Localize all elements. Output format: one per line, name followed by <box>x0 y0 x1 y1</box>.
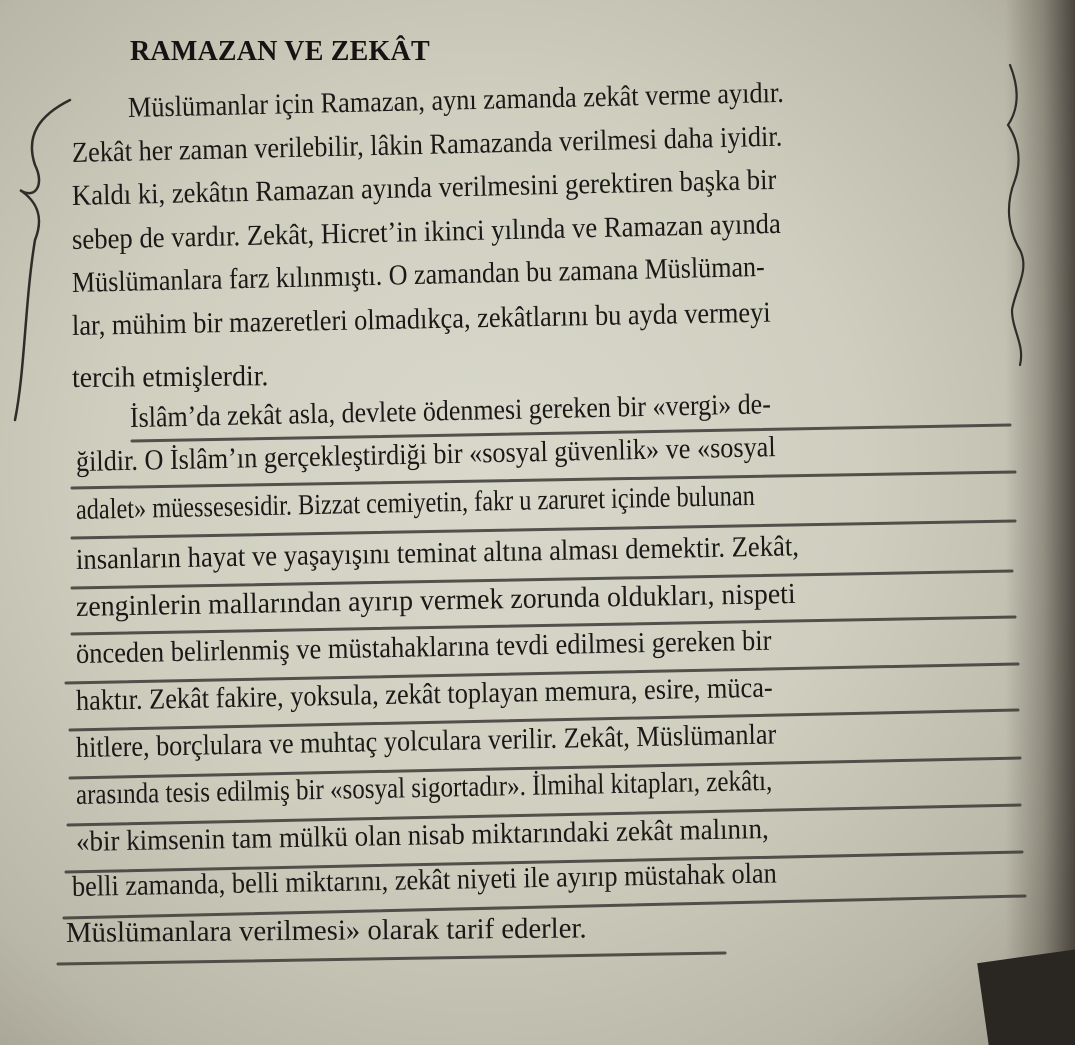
section-heading: RAMAZAN VE ZEKÂT <box>130 36 430 67</box>
text-line: lar, mühim bir mazeretleri olmadıkça, zekâtlarını bu ayda vermeyi <box>71 296 771 342</box>
text-line: Müslümanlara farz kılınmıştı. O zamandan bu zamana Müslüman- <box>71 250 765 299</box>
text-line: adalet» müessesesidir. Bizzat cemiyetin, fakr u zaruret içinde bulunan <box>75 479 755 526</box>
text-line: Müslümanlara verilmesi» olarak tarif ederler. <box>65 912 587 949</box>
binding-shadow <box>1005 0 1075 1045</box>
text-line: arasında tesis edilmiş bir «sosyal sigortadır». İlmihal kitapları, zekâtı, <box>75 764 773 811</box>
text-line: ğildir. O İslâm’ın gerçekleştirdiği bir «sosyal güvenlik» ve «sosyal <box>75 431 776 478</box>
text-line: insanların hayat ve yaşayışını teminat altına alması demektir. Zekât, <box>75 530 800 576</box>
background-corner <box>977 948 1075 1045</box>
text-line: zenginlerin mallarından ayırıp vermek zorunda oldukları, nispeti <box>75 577 796 623</box>
text-line: sebep de vardır. Zekât, Hicret’in ikinci yılında ve Ramazan ayında <box>71 207 782 256</box>
text-line: İslâm’da zekât asla, devlete ödenmesi gereken bir «vergi» de- <box>129 388 772 434</box>
text-line: Zekât her zaman verilebilir, lâkin Ramazanda verilmesi daha iyidir. <box>71 120 783 169</box>
text-line: belli zamanda, belli miktarını, zekât niyeti ile ayırıp müstahak olan <box>71 857 777 903</box>
text-line: tercih etmişlerdir. <box>71 360 269 394</box>
text-line: Kaldı ki, zekâtın Ramazan ayında verilmesini gerektiren başka bir <box>71 163 777 212</box>
text-line: önceden belirlenmiş ve müstahaklarına tevdi edilmesi gereken bir <box>75 624 772 670</box>
text-line: haktır. Zekât fakire, yoksula, zekât toplayan memura, esire, müca- <box>75 671 773 717</box>
text-line: «bir kimsenin tam mülkü olan nisab miktarındaki zekât malının, <box>75 813 769 858</box>
text-line: Müslümanlar için Ramazan, aynı zamanda zekât verme ayıdır. <box>127 76 785 124</box>
text-line: hitlere, borçlulara ve muhtaç yolculara verilir. Zekât, Müslümanlar <box>75 718 777 764</box>
